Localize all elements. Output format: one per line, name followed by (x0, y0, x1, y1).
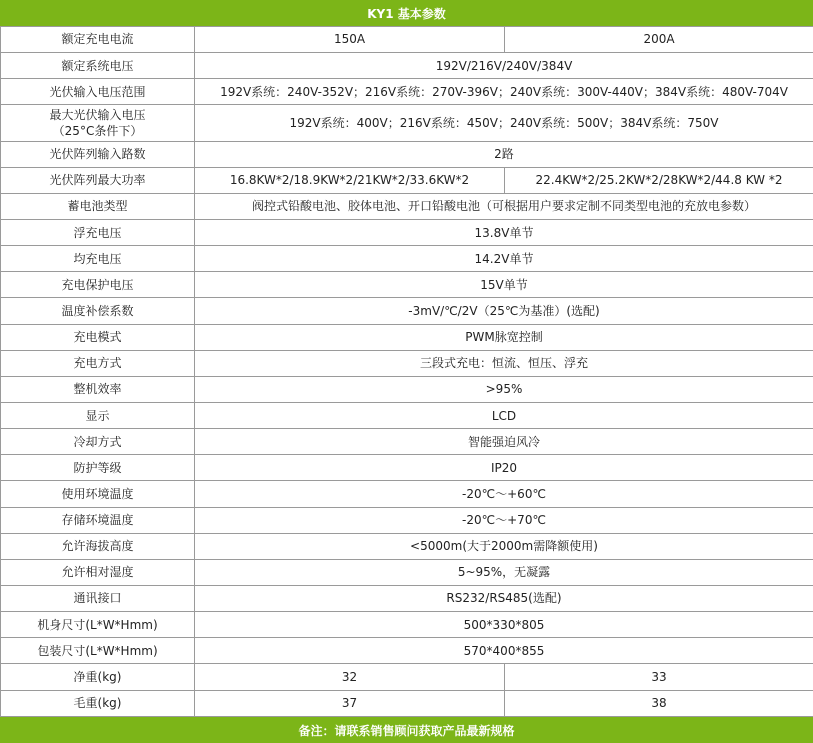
footer-note: 备注：请联系销售顾问获取产品最新规格 (0, 717, 813, 743)
row-value-200a: 200A (505, 27, 813, 53)
row-value: 15V单节 (195, 272, 813, 298)
table-row (1, 193, 813, 219)
row-label: 最大光伏输入电压 （25°C条件下） (1, 105, 195, 141)
table-row (1, 105, 813, 141)
row-label: 光伏阵列最大功率 (1, 167, 195, 193)
row-value: >95% (195, 376, 813, 402)
row-value-150a: 150A (195, 27, 505, 53)
row-label: 蓄电池类型 (1, 193, 195, 219)
row-value: 智能强迫风冷 (195, 429, 813, 455)
row-value: <5000m(大于2000m需降额使用) (195, 533, 813, 559)
row-label: 整机效率 (1, 376, 195, 402)
row-label: 防护等级 (1, 455, 195, 481)
row-label: 机身尺寸(L*W*Hmm) (1, 612, 195, 638)
row-label: 光伏输入电压范围 (1, 79, 195, 105)
table-row (1, 141, 813, 167)
row-value: 192V/216V/240V/384V (195, 53, 813, 79)
row-label: 毛重(kg) (1, 690, 195, 716)
row-label: 使用环境温度 (1, 481, 195, 507)
row-label: 温度补偿系数 (1, 298, 195, 324)
table-row (1, 298, 813, 324)
row-value: 13.8V单节 (195, 220, 813, 246)
row-label: 均充电压 (1, 246, 195, 272)
table-row (1, 559, 813, 585)
table-row (1, 220, 813, 246)
table-row (1, 507, 813, 533)
table-row (1, 246, 813, 272)
row-value: 阀控式铅酸电池、胶体电池、开口铅酸电池（可根据用户要求定制不同类型电池的充放电参数） (195, 193, 813, 219)
table-row (1, 403, 813, 429)
row-value: -3mV/℃/2V（25℃为基准）(选配) (195, 298, 813, 324)
table-row (1, 53, 813, 79)
row-label: 冷却方式 (1, 429, 195, 455)
row-value: -20℃～+70℃ (195, 507, 813, 533)
row-value: PWM脉宽控制 (195, 324, 813, 350)
table-row (1, 350, 813, 376)
table-row (1, 586, 813, 612)
table-row (1, 429, 813, 455)
table-row (1, 638, 813, 664)
row-value: 14.2V单节 (195, 246, 813, 272)
row-value-200a: 22.4KW*2/25.2KW*2/28KW*2/44.8 KW *2 (505, 167, 813, 193)
row-value: 570*400*855 (195, 638, 813, 664)
row-label: 额定充电电流 (1, 27, 195, 53)
row-label: 通讯接口 (1, 586, 195, 612)
row-value-150a: 37 (195, 690, 505, 716)
row-value-200a: 38 (505, 690, 813, 716)
row-value: 192V系统：400V；216V系统：450V；240V系统：500V；384V系统：750V (195, 105, 813, 141)
row-label: 充电方式 (1, 350, 195, 376)
row-label: 额定系统电压 (1, 53, 195, 79)
spec-table-body (1, 27, 813, 717)
row-value: 5~95%，无凝露 (195, 559, 813, 585)
row-value: LCD (195, 403, 813, 429)
row-value: 2路 (195, 141, 813, 167)
row-label: 显示 (1, 403, 195, 429)
table-row (1, 324, 813, 350)
row-value: IP20 (195, 455, 813, 481)
table-row (1, 690, 813, 716)
table-row (1, 79, 813, 105)
row-label: 充电模式 (1, 324, 195, 350)
row-label: 浮充电压 (1, 220, 195, 246)
row-value-150a: 16.8KW*2/18.9KW*2/21KW*2/33.6KW*2 (195, 167, 505, 193)
row-label: 允许海拔高度 (1, 533, 195, 559)
row-value: RS232/RS485(选配) (195, 586, 813, 612)
table-row (1, 376, 813, 402)
row-label: 光伏阵列输入路数 (1, 141, 195, 167)
table-title: KY1 基本参数 (0, 0, 813, 26)
row-value-200a: 33 (505, 664, 813, 690)
row-label: 净重(kg) (1, 664, 195, 690)
row-value: 500*330*805 (195, 612, 813, 638)
row-value: 192V系统：240V-352V；216V系统：270V-396V；240V系统：300V-440V；384V系统：480V-704V (195, 79, 813, 105)
row-value-150a: 32 (195, 664, 505, 690)
row-label: 充电保护电压 (1, 272, 195, 298)
row-label: 允许相对湿度 (1, 559, 195, 585)
table-row (1, 167, 813, 193)
table-row (1, 533, 813, 559)
row-label: 包装尺寸(L*W*Hmm) (1, 638, 195, 664)
table-row (1, 481, 813, 507)
table-row (1, 272, 813, 298)
table-row (1, 664, 813, 690)
spec-table (0, 26, 813, 717)
row-value: 三段式充电：恒流、恒压、浮充 (195, 350, 813, 376)
table-row (1, 27, 813, 53)
table-row (1, 455, 813, 481)
row-label: 存储环境温度 (1, 507, 195, 533)
row-value: -20℃～+60℃ (195, 481, 813, 507)
table-row (1, 612, 813, 638)
